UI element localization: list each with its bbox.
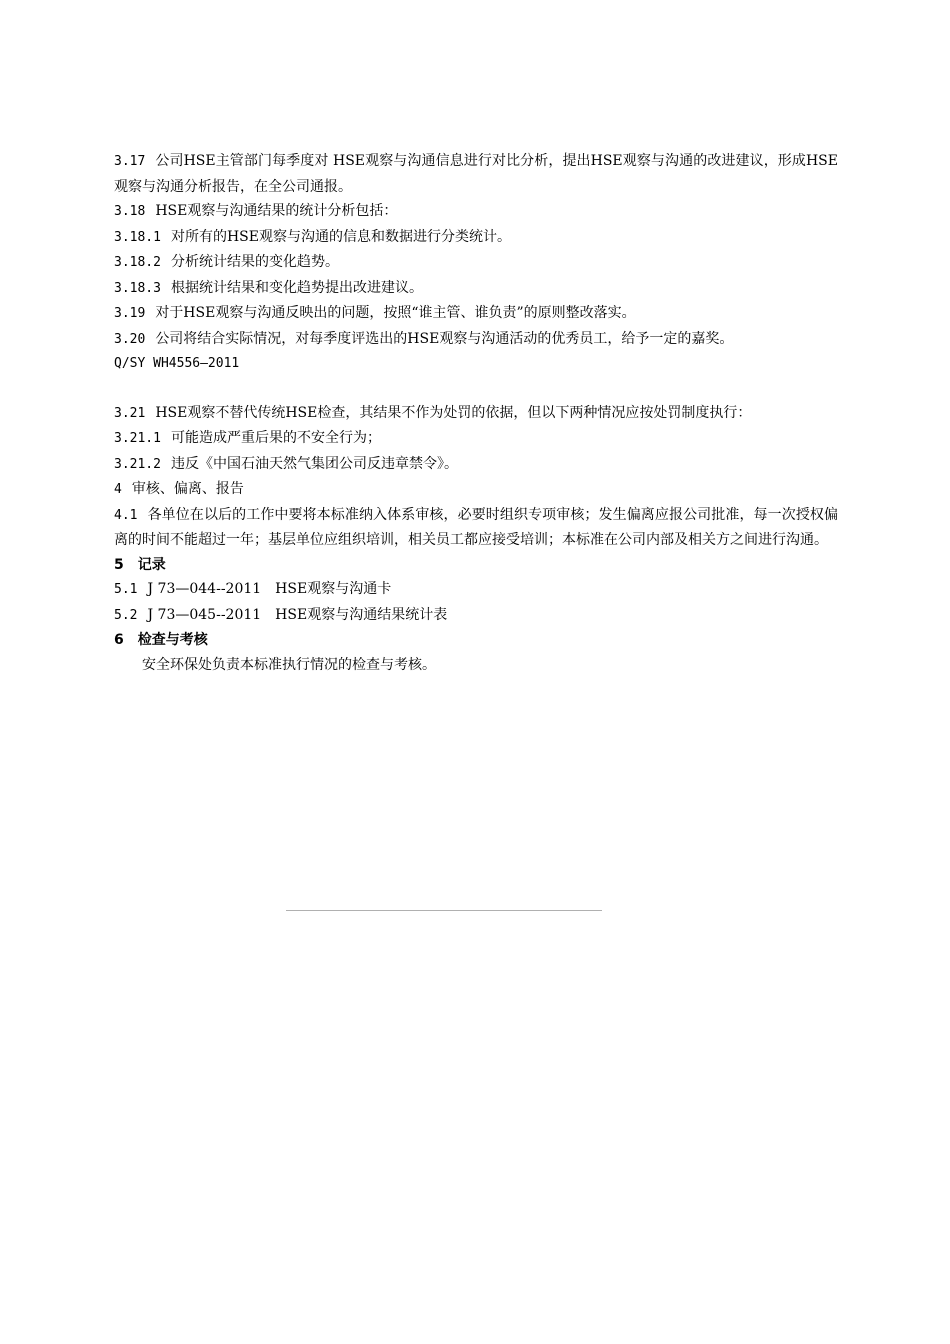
clause-number: 3.17 xyxy=(114,154,146,169)
clause-text: 可能造成严重后果的不安全行为； xyxy=(170,430,381,446)
clause-text: HSE观察不替代传统HSE检查，其结果不作为处罚的依据，但以下两种情况应按处罚制度执行： xyxy=(155,404,752,421)
clause-3-18-2 xyxy=(114,250,838,276)
clause-number: 5.2 xyxy=(114,607,138,623)
section-6-body: 安全环保处负责本标准执行情况的检查与考核。 xyxy=(142,656,436,673)
clause-number: 3.21 xyxy=(114,405,146,421)
clause-4-1 xyxy=(114,503,838,553)
section-number: 6 xyxy=(114,632,124,648)
clause-number: 3.18.2 xyxy=(114,255,161,270)
clause-3-18 xyxy=(114,199,838,225)
clause-number: 4.1 xyxy=(114,507,138,523)
record-5-2 xyxy=(114,603,838,629)
clause-3-20 xyxy=(114,327,838,353)
clause-3-21 xyxy=(114,401,838,427)
clause-3-21-1 xyxy=(114,426,838,452)
clause-text: 公司HSE主管部门每季度对 HSE观察与沟通信息进行对比分析，提出HSE观察与沟通的改进建议，形成HSE观察与沟通分析报告，在全公司通报。 xyxy=(114,153,838,195)
clause-text: J 73—044--2011 HSE观察与沟通卡 xyxy=(147,581,392,597)
clause-number: 3.18.1 xyxy=(114,229,161,245)
clause-3-18-3 xyxy=(114,276,838,302)
document-body xyxy=(114,149,838,677)
clause-number: 3.18 xyxy=(114,204,146,219)
clause-text: 违反《中国石油天然气集团公司反违章禁令》。 xyxy=(170,455,458,472)
clause-number: 5.1 xyxy=(114,582,138,597)
section-4-title xyxy=(114,477,838,503)
clause-text: J 73—045--2011 HSE观察与沟通结果统计表 xyxy=(147,606,448,623)
clause-text: 各单位在以后的工作中要将本标准纳入体系审核，必要时组织专项审核；发生偏离应报公司批准，每一次授权偏离的时间不能超过一年；基层单位应组织培训，相关员工都应接受培训；本标准在公司内部及相关方之间进行沟通。 xyxy=(114,506,838,548)
footer-divider xyxy=(286,910,602,911)
clause-number: 3.18.3 xyxy=(114,280,161,296)
clause-number: 3.21.1 xyxy=(114,431,161,446)
record-5-1 xyxy=(114,577,838,603)
clause-number: 3.20 xyxy=(114,331,146,347)
clause-text: 根据统计结果和变化趋势提出改进建议。 xyxy=(170,279,423,296)
section-number: 5 xyxy=(114,556,124,573)
clause-text: HSE观察与沟通结果的统计分析包括： xyxy=(155,203,398,219)
clause-text: 对于HSE观察与沟通反映出的问题，按照“谁主管、谁负责”的原则整改落实。 xyxy=(155,305,636,321)
section-5-heading xyxy=(114,553,838,578)
clause-3-18-1 xyxy=(114,225,838,251)
section-6-heading xyxy=(114,628,838,653)
clause-3-19 xyxy=(114,301,838,327)
section-number: 4 xyxy=(114,482,122,497)
clause-3-17 xyxy=(114,149,838,199)
clause-text: 对所有的HSE观察与沟通的信息和数据进行分类统计。 xyxy=(170,228,511,245)
clause-number: 3.21.2 xyxy=(114,456,161,472)
section-title: 检查与考核 xyxy=(137,632,208,648)
clause-3-21-2 xyxy=(114,452,838,478)
clause-number: 3.19 xyxy=(114,306,146,321)
section-title: 审核、偏离、报告 xyxy=(131,481,244,497)
document-id: Q/SY WH4556—2011 xyxy=(114,356,240,371)
clause-text: 公司将结合实际情况，对每季度评选出的HSE观察与沟通活动的优秀员工，给予一定的嘉奖。 xyxy=(155,330,734,347)
clause-text: 分析统计结果的变化趋势。 xyxy=(170,254,339,270)
section-title: 记录 xyxy=(137,556,166,573)
